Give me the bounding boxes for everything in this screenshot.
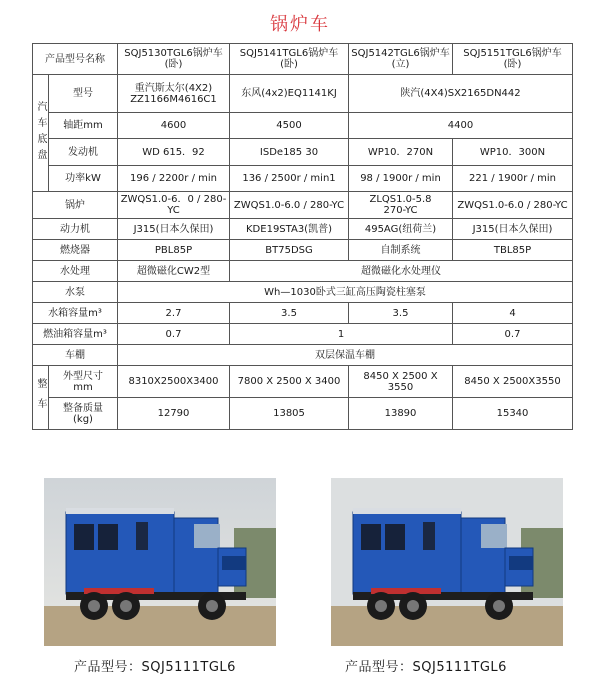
model-name: SQJ5142TGL6锅炉车	[351, 48, 450, 59]
cell: 13805	[230, 398, 349, 430]
cell: 495AG(纽荷兰)	[349, 219, 453, 240]
cell: 12790	[118, 398, 230, 430]
head-label: 产品型号名称	[33, 44, 118, 75]
caption-left: 产品型号：SQJ5111TGL6	[74, 660, 236, 675]
cell: 4	[453, 303, 573, 324]
cell: 15340	[453, 398, 573, 430]
cell: WP10．270N	[349, 139, 453, 166]
table-row	[33, 192, 573, 219]
cell: ZWQS1.0-6.0 / 280-YC	[230, 192, 349, 219]
row-label-line: 整备质量	[63, 402, 103, 414]
cell: 8450 X 2500 X 3550	[349, 366, 453, 398]
row-label: 轴距mm	[49, 113, 118, 139]
cell: 221 / 1900r / min	[453, 166, 573, 192]
cell-line: ZZ1166M4616C1	[130, 93, 217, 105]
row-label: 水箱容量m³	[33, 303, 118, 324]
cell: 0.7	[118, 324, 230, 345]
table-row	[33, 366, 573, 398]
row-label: 车棚	[33, 345, 118, 366]
row-label: 水处理	[33, 261, 118, 282]
cell: WP10．300N	[453, 139, 573, 166]
model-sub: (卧)	[280, 59, 298, 70]
cell: Wh—1030卧式三缸高压陶瓷柱塞泵	[118, 282, 573, 303]
row-label: 锅炉	[33, 192, 118, 219]
cell: 双层保温车棚	[118, 345, 573, 366]
cell: 东风(4x2)EQ1141KJ	[230, 75, 349, 113]
cell-line: ZLQS1.0-5.8	[369, 194, 432, 205]
cell: 0.7	[453, 324, 573, 345]
cell-line: 270-YC	[383, 205, 418, 216]
cell: 4600	[118, 113, 230, 139]
cell: 超微磁化水处理仪	[230, 261, 573, 282]
table-row	[33, 324, 573, 345]
model-name: SQJ5151TGL6锅炉车	[463, 48, 562, 59]
table-row	[33, 398, 573, 430]
cell	[118, 75, 230, 113]
model-name: SQJ5130TGL6锅炉车	[124, 48, 223, 59]
cell	[349, 192, 453, 219]
cell: ZWQS1.0-6.0 / 280-YC	[453, 192, 573, 219]
row-label	[49, 398, 118, 430]
cell: ISDe185 30	[230, 139, 349, 166]
cell: 136 / 2500r / min1	[230, 166, 349, 192]
cell: ZWQS1.0-6．0 / 280-YC	[118, 192, 230, 219]
row-label: 燃烧器	[33, 240, 118, 261]
cell: 陕汽(4X4)SX2165DN442	[349, 75, 573, 113]
table-row	[33, 261, 573, 282]
cell: 3.5	[349, 303, 453, 324]
cell: 196 / 2200r / min	[118, 166, 230, 192]
row-label-line: mm	[73, 381, 93, 393]
model-name: SQJ5141TGL6锅炉车	[239, 48, 339, 59]
model-sub: (卧)	[503, 59, 522, 70]
cell: 2.7	[118, 303, 230, 324]
cell: 4500	[230, 113, 349, 139]
cell: 13890	[349, 398, 453, 430]
model-header	[453, 44, 573, 75]
row-label: 功率kW	[49, 166, 118, 192]
row-label: 发动机	[49, 139, 118, 166]
row-label-line: (kg)	[73, 413, 93, 425]
cell: 1	[230, 324, 453, 345]
spec-table	[32, 43, 573, 430]
cell-line: 重汽斯太尔(4X2)	[134, 82, 213, 94]
cell: J315(日本久保田)	[118, 219, 230, 240]
cell: WD 615．92	[118, 139, 230, 166]
cell: KDE19STA3(凯普)	[230, 219, 349, 240]
cell: 7800 X 2500 X 3400	[230, 366, 349, 398]
row-label	[49, 366, 118, 398]
model-header	[230, 44, 349, 75]
chassis-label: 汽车底盘	[33, 75, 49, 192]
table-row	[33, 166, 573, 192]
model-sub: (立)	[391, 59, 410, 70]
table-row	[33, 113, 573, 139]
caption-right: 产品型号：SQJ5111TGL6	[345, 660, 507, 675]
cell: 8450 X 2500X3550	[453, 366, 573, 398]
table-row	[33, 303, 573, 324]
table-row	[33, 139, 573, 166]
row-label: 型号	[49, 75, 118, 113]
cell: 4400	[349, 113, 573, 139]
model-header	[349, 44, 453, 75]
cell: 98 / 1900r / min	[349, 166, 453, 192]
model-header	[118, 44, 230, 75]
row-label: 动力机	[33, 219, 118, 240]
table-row	[33, 75, 573, 113]
cell: 8310X2500X3400	[118, 366, 230, 398]
row-label-line: 外型尺寸	[63, 370, 103, 382]
cell: 3.5	[230, 303, 349, 324]
table-row	[33, 219, 573, 240]
cell: BT75DSG	[230, 240, 349, 261]
table-row	[33, 345, 573, 366]
truck-photo-right	[331, 478, 563, 646]
truck-illustration	[44, 478, 276, 646]
cell: TBL85P	[453, 240, 573, 261]
table-row	[33, 240, 573, 261]
cell: PBL85P	[118, 240, 230, 261]
table-row	[33, 282, 573, 303]
vehicle-label: 整车	[33, 366, 49, 430]
truck-illustration	[331, 478, 563, 646]
cell: 自制系统	[349, 240, 453, 261]
model-sub: (卧)	[164, 59, 183, 70]
cell: 超微磁化CW2型	[118, 261, 230, 282]
truck-photo-left	[44, 478, 276, 646]
table-header-row	[33, 44, 573, 75]
cell: J315(日本久保田)	[453, 219, 573, 240]
row-label: 水泵	[33, 282, 118, 303]
row-label: 燃油箱容量m³	[33, 324, 118, 345]
page-title: 锅炉车	[270, 14, 330, 35]
